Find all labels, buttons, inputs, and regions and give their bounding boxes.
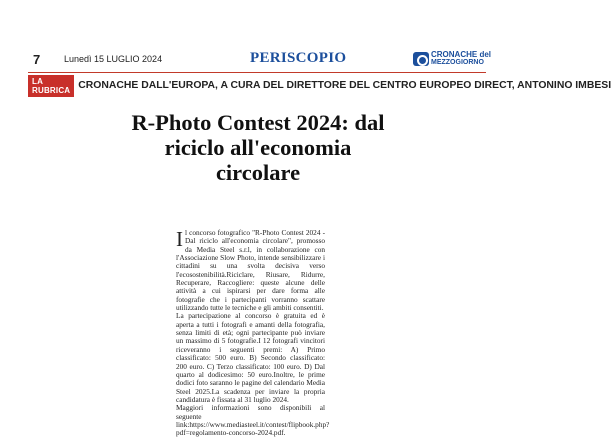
- rubric-badge: LA RUBRICA: [28, 75, 74, 97]
- article-paragraph-1: l concorso fotografico "R-Photo Contest 2024 - Dal riciclo all'economia circolare", promosso da Media Steel s.r.l, in collaborazione con l'Associazione Slow Photo, intende sensibilizzare i cittadini su una svolta decisiva verso l'ecosostenibilità.Riciclare, Riusare, Ridurre, Recuperare, Raccogliere: queste alcune delle attività a cui ispirarsi per dare forma alle fotografie che i partecipanti vorranno scattare utilizzando tutte le tecniche e gli ambiti consentiti.: [176, 228, 325, 313]
- newspaper-logo: [413, 51, 491, 67]
- logo-line-2: MEZZOGIORNO: [431, 59, 484, 66]
- section-title: PERISCOPIO: [250, 50, 347, 66]
- rubric-text: CRONACHE DALL'EUROPA, A CURA DEL DIRETTORE DEL CENTRO EUROPEO DIRECT, ANTONINO IMBESI: [78, 80, 611, 91]
- article-body: [176, 227, 330, 438]
- drop-cap: I: [176, 227, 183, 251]
- issue-date: Lunedì 15 LUGLIO 2024: [64, 54, 163, 64]
- page-header: [0, 48, 516, 70]
- article-headline: R-Photo Contest 2024: dal riciclo all'economia circolare: [131, 110, 385, 185]
- logo-line-1: CRONACHE del: [431, 50, 492, 59]
- rubric-bar: [28, 76, 611, 95]
- header-divider: [28, 72, 486, 73]
- logo-text: [431, 51, 491, 67]
- logo-icon: [413, 52, 429, 66]
- page-number: 7: [33, 52, 41, 67]
- article-paragraph-3: Maggiori informazioni sono disponibili al seguente link:https://www.mediasteel.it/contest/flipbook.php?pdf=regolamento-concorso-2024.pdf.: [176, 403, 330, 438]
- article-paragraph-2: La partecipazione al concorso è gratuita ed è aperta a tutti i fotografi e amanti della fotografia, senza limiti di età; ogni partecipante può inviare un massimo di 5 fotografie.I 12 fotografi vincitori riceveranno i seguenti premi: A) Primo classificato: 500 euro. B) Secondo classificato: 200 euro. C) Terzo classificato: 100 euro. D) Dal quarto al dodicesimo: 50 euro.Inoltre, le prime dodici foto saranno le pagine del calendario Media Steel 2025.La scadenza per inviare la propria candidatura è fissata al 31 luglio 2024.: [176, 311, 325, 404]
